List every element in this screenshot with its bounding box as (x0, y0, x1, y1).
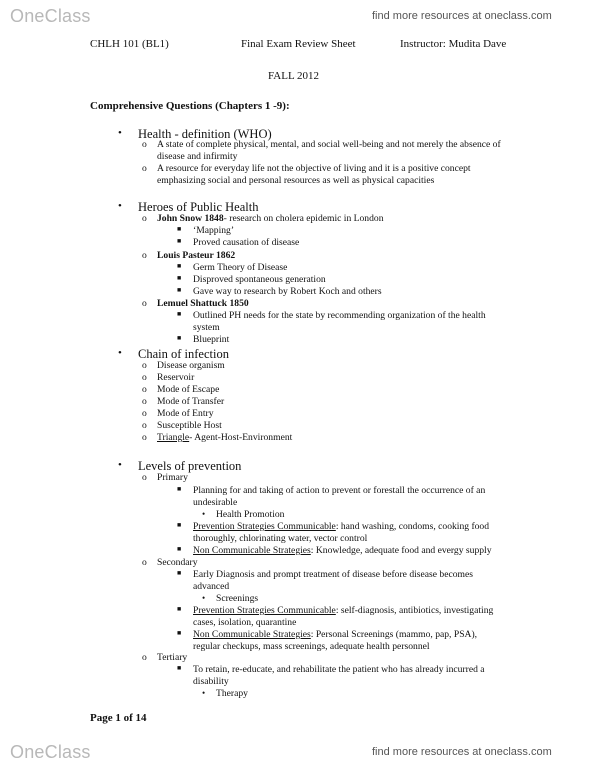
list-item: ■ To retain, re-educate, and rehabilitate the patient who has already incurred a disability (177, 664, 485, 687)
square-bullet-icon: ■ (177, 664, 182, 672)
term: FALL 2012 (268, 70, 320, 82)
square-bullet-icon: ■ (177, 569, 182, 577)
circle-bullet-icon: o (142, 298, 147, 309)
list-item: o Disease organism (142, 360, 225, 371)
list-item: ■ Disproved spontaneous generation (177, 274, 326, 285)
circle-bullet-icon: o (142, 432, 147, 443)
list-item: o John Snow 1848- research on cholera epidemic in London (142, 213, 384, 224)
document-title: Final Exam Review Sheet (241, 38, 356, 50)
square-bullet-icon: ■ (177, 629, 182, 637)
circle-bullet-icon: o (142, 420, 147, 431)
list-item: • Health Promotion (202, 509, 285, 520)
circle-bullet-icon: o (142, 372, 147, 383)
list-item: o Reservoir (142, 372, 195, 383)
circle-bullet-icon: o (142, 213, 147, 224)
list-item: ■ Non Communicable Strategies: Knowledge, adequate food and evergy supply (177, 545, 492, 556)
list-item: ■ Planning for and taking of action to prevent or forestall the occurrence of an undesirable (177, 485, 486, 508)
list-item: o Mode of Entry (142, 408, 214, 419)
bullet-icon: • (202, 593, 206, 603)
list-item: o Mode of Escape (142, 384, 220, 395)
health-heading: • Health - definition (WHO) (118, 127, 272, 141)
circle-bullet-icon: o (142, 384, 147, 395)
chain-heading: • Chain of infection (118, 347, 229, 361)
section-heading: Comprehensive Questions (Chapters 1 -9): (90, 100, 290, 112)
square-bullet-icon: ■ (177, 274, 182, 282)
bullet-icon: • (118, 200, 122, 212)
list-item: ■ Non Communicable Strategies: Personal Screenings (mammo, pap, PSA), regular checkups, mass screenings, adequate health personnel (177, 629, 478, 652)
list-item: o A resource for everyday life not the objective of living and it is a positive concept emphasizing social and personal resources as well as physical capacities (142, 163, 471, 186)
list-item: o A state of complete physical, mental, and social well-being and not merely the absence of disease and infirmity (142, 139, 501, 162)
list-item: ■ Germ Theory of Disease (177, 262, 288, 273)
list-item: ■ Gave way to research by Robert Koch and others (177, 286, 382, 297)
bottom-tagline: find more resources at oneclass.com (372, 746, 552, 758)
bullet-icon: • (118, 459, 122, 471)
instructor: Instructor: Mudita Dave (400, 38, 507, 50)
course-code: CHLH 101 (BL1) (90, 38, 169, 50)
bullet-icon: • (202, 509, 206, 519)
oneclass-logo: OneClass (10, 6, 91, 26)
top-tagline: find more resources at oneclass.com (372, 10, 552, 22)
circle-bullet-icon: o (142, 557, 147, 568)
circle-bullet-icon: o (142, 139, 147, 150)
list-item: ■ Early Diagnosis and prompt treatment of disease before disease becomes advanced (177, 569, 473, 592)
oneclass-logo-bottom: OneClass (10, 742, 91, 762)
list-item: o Triangle- Agent-Host-Environment (142, 432, 293, 443)
square-bullet-icon: ■ (177, 310, 182, 318)
circle-bullet-icon: o (142, 472, 147, 483)
circle-bullet-icon: o (142, 408, 147, 419)
prevention-heading: • Levels of prevention (118, 459, 242, 473)
square-bullet-icon: ■ (177, 545, 182, 553)
list-item: o Lemuel Shattuck 1850 (142, 298, 249, 309)
circle-bullet-icon: o (142, 360, 147, 371)
list-item: o Tertiary (142, 652, 188, 663)
list-item: ■ Blueprint (177, 334, 230, 345)
square-bullet-icon: ■ (177, 605, 182, 613)
list-item: • Screenings (202, 593, 259, 604)
square-bullet-icon: ■ (177, 225, 182, 233)
list-item: ■ Prevention Strategies Communicable: hand washing, condoms, cooking food thoroughly, chlorinating water, vector control (177, 521, 490, 544)
list-item: o Mode of Transfer (142, 396, 225, 407)
list-item: ■ Proved causation of disease (177, 237, 300, 248)
circle-bullet-icon: o (142, 652, 147, 663)
square-bullet-icon: ■ (177, 485, 182, 493)
list-item: ■ Outlined PH needs for the state by recommending organization of the health system (177, 310, 486, 333)
bullet-icon: • (202, 688, 206, 698)
square-bullet-icon: ■ (177, 237, 182, 245)
circle-bullet-icon: o (142, 163, 147, 174)
list-item: ■ Prevention Strategies Communicable: self-diagnosis, antibiotics, investigating cases, isolation, quarantine (177, 605, 494, 628)
list-item: ■ ‘Mapping’ (177, 225, 235, 236)
bullet-icon: • (118, 347, 122, 359)
page-number: Page 1 of 14 (90, 712, 147, 724)
square-bullet-icon: ■ (177, 262, 182, 270)
square-bullet-icon: ■ (177, 334, 182, 342)
list-item: • Therapy (202, 688, 248, 699)
bullet-icon: • (118, 127, 122, 139)
list-item: o Louis Pasteur 1862 (142, 250, 236, 261)
square-bullet-icon: ■ (177, 286, 182, 294)
circle-bullet-icon: o (142, 396, 147, 407)
square-bullet-icon: ■ (177, 521, 182, 529)
list-item: o Primary (142, 472, 188, 483)
list-item: o Secondary (142, 557, 198, 568)
list-item: o Susceptible Host (142, 420, 222, 431)
heroes-heading: • Heroes of Public Health (118, 200, 259, 214)
circle-bullet-icon: o (142, 250, 147, 261)
